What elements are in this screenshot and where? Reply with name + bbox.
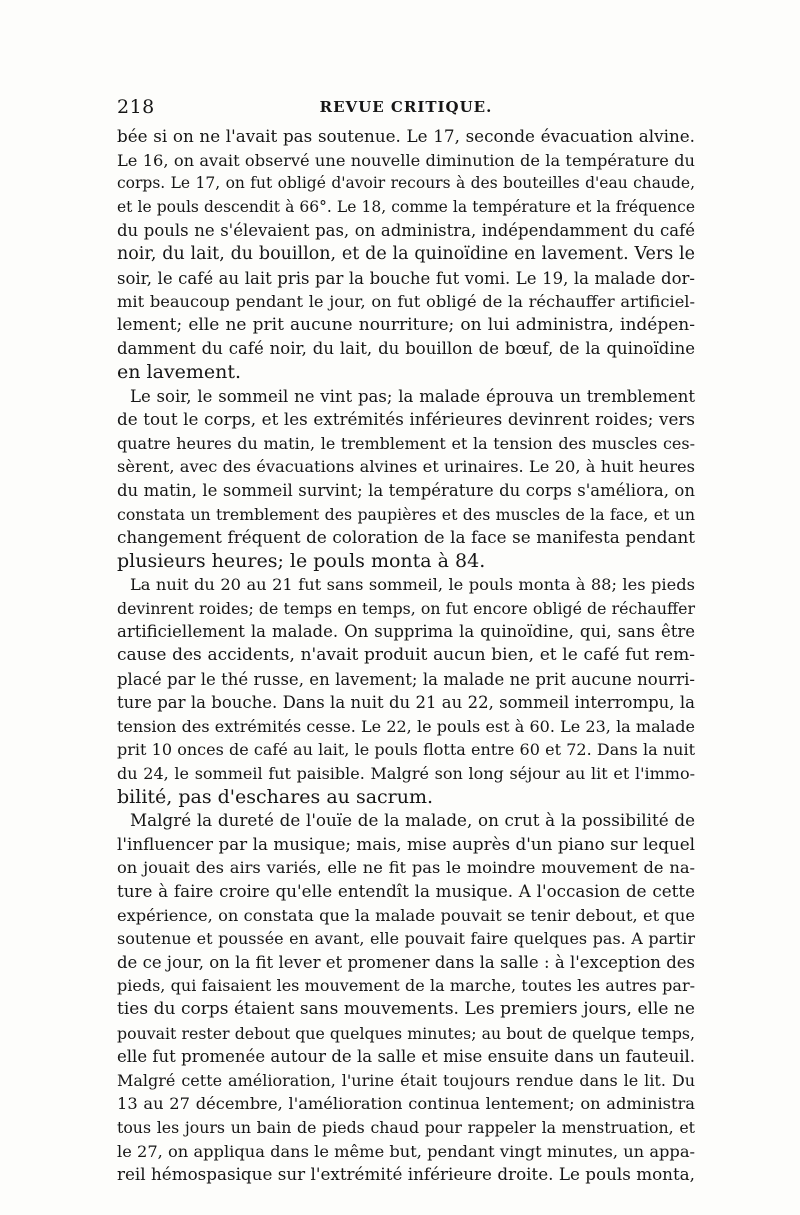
text-line: cause des accidents, n'avait produit aucun bien, et le café fut rem- [117,645,695,666]
text-line: ties du corps étaient sans mouvements. Les premiers jours, elle ne [117,998,695,1019]
text-line: damment du café noir, du lait, du bouillon de bœuf, de la quinoïdine [117,339,695,359]
text-line: l'influencer par la musique; mais, mise auprès d'un piano sur lequel [117,833,695,854]
text-line: tous les jours un bain de pieds chaud pour rappeler la menstruation, et [117,1117,695,1137]
paragraph [117,125,695,385]
paragraph [117,385,695,574]
text-line: quatre heures du matin, le tremblement et la tension des muscles ces- [117,433,695,453]
running-head: REVUE CRITIQUE. [319,98,493,116]
text-line: plusieurs heures; le pouls monta à 84. [117,549,486,572]
text-line: La nuit du 20 au 21 fut sans sommeil, le pouls monta à 88; les pieds [130,575,695,595]
text-line: de tout le corps, et les extrémités inférieures devinrent roides; vers [117,409,695,430]
text-line: expérience, on constata que la malade pouvait se tenir debout, et que [117,905,695,925]
text-line: devinrent roides; de temps en temps, on fut encore obligé de réchauffer [117,598,695,618]
text-line: Le 16, on avait observé une nouvelle diminution de la température du [117,150,695,170]
text-line: soir, le café au lait pris par la bouche fut vomi. Le 19, la malade dor- [117,268,695,288]
text-line: du pouls ne s'élevaient pas, on administra, indépendamment du café [117,221,695,241]
text-line: sèrent, avec des évacuations alvines et urinaires. Le 20, à huit heures [117,457,695,477]
text-line: mit beaucoup pendant le jour, on fut obligé de la réchauffer artificiel- [117,292,695,312]
text-line: de ce jour, on la fit lever et promener dans la salle : à l'exception des [117,952,695,972]
page-number: 218 [117,96,155,118]
text-line: pieds, qui faisaient les mouvement de la marche, toutes les autres par- [117,976,695,996]
text-line: et le pouls descendit à 66°. Le 18, comme la température et la fréquence [117,197,695,216]
paragraph [117,809,695,1187]
paragraph [117,573,695,809]
text-line: du matin, le sommeil survint; la température du corps s'améliora, on [117,480,695,500]
text-line: elle fut promenée autour de la salle et mise ensuite dans un fauteuil. [117,1047,695,1067]
text-line: 13 au 27 décembre, l'amélioration continua lentement; on administra [117,1094,695,1114]
text-line: du 24, le sommeil fut paisible. Malgré son long séjour au lit et l'immo- [117,764,695,784]
text-line: Malgré la dureté de l'ouïe de la malade, on crut à la possibilité de [130,810,695,831]
text-line: Malgré cette amélioration, l'urine était toujours rendue dans le lit. Du [117,1070,695,1090]
text-line: tension des extrémités cesse. Le 22, le pouls est à 60. Le 23, la malade [117,716,695,736]
text-line: artificiellement la malade. On supprima la quinoïdine, qui, sans être [117,622,695,642]
text-line: on jouait des airs variés, elle ne fit pas le moindre mouvement de na- [117,858,695,878]
page-header [117,96,695,122]
text-line: bilité, pas d'eschares au sacrum. [117,785,434,808]
text-line: prit 10 onces de café au lait, le pouls flotta entre 60 et 72. Dans la nuit [117,740,695,760]
text-line: en lavement. [117,360,242,383]
text-line: le 27, on appliqua dans le même but, pendant vingt minutes, un appa- [117,1141,695,1161]
text-line: ture à faire croire qu'elle entendît la musique. A l'occasion de cette [117,881,695,901]
text-line: soutenue et poussée en avant, elle pouvait faire quelques pas. A partir [117,929,695,949]
text-line: noir, du lait, du bouillon, et de la quinoïdine en lavement. Vers le [117,243,695,264]
body-text [117,125,695,1187]
text-line: Le soir, le sommeil ne vint pas; la malade éprouva un tremblement [130,386,695,406]
text-line: bée si on ne l'avait pas soutenue. Le 17, seconde évacuation alvine. [117,126,695,146]
text-line: changement fréquent de coloration de la face se manifesta pendant [117,527,695,548]
text-line: lement; elle ne prit aucune nourriture; on lui administra, indépen- [117,314,695,335]
text-line: corps. Le 17, on fut obligé d'avoir recours à des bouteilles d'eau chaude, [117,174,695,193]
text-line: constata un tremblement des paupières et des muscles de la face, et un [117,504,695,524]
text-line: ture par la bouche. Dans la nuit du 21 au 22, sommeil interrompu, la [117,693,695,713]
text-line: placé par le thé russe, en lavement; la malade ne prit aucune nourri- [117,669,695,689]
text-line: pouvait rester debout que quelques minutes; au bout de quelque temps, [117,1023,695,1043]
text-line: reil hémospasique sur l'extrémité inférieure droite. Le pouls monta, [117,1164,695,1185]
